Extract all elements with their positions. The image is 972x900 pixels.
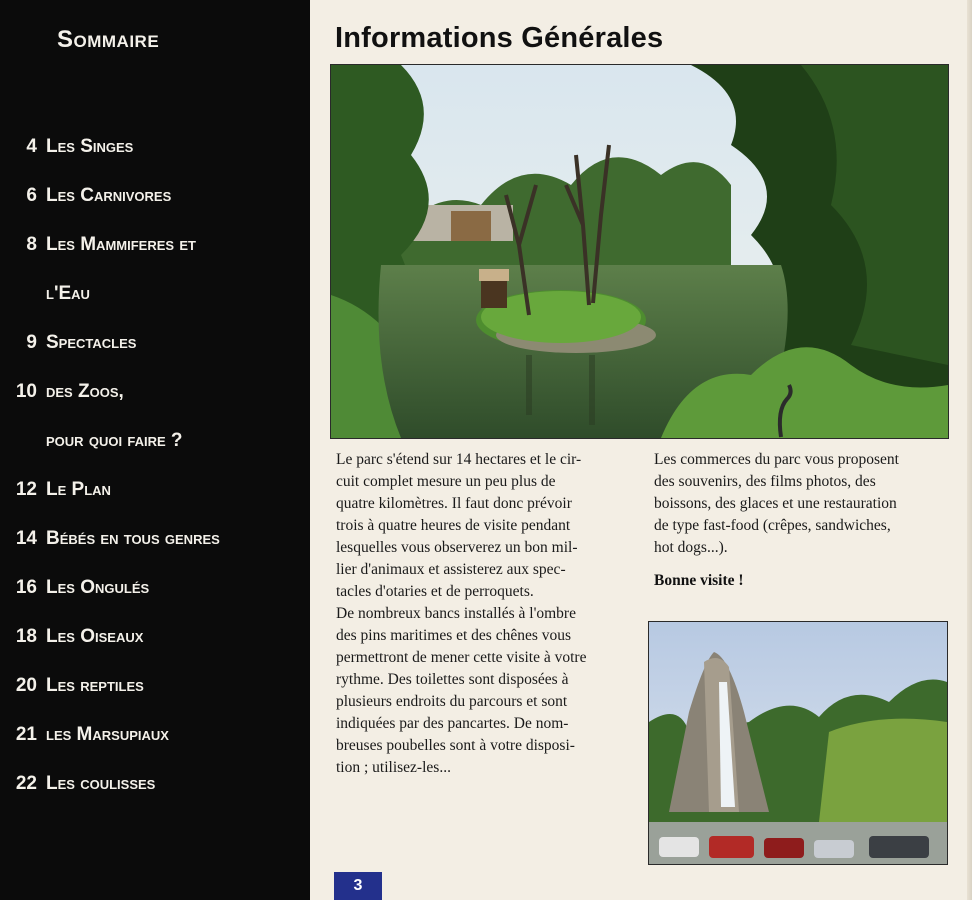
contents-item[interactable] — [0, 661, 310, 710]
contents-page-number: 20 — [15, 674, 37, 696]
contents-item[interactable] — [0, 563, 310, 612]
sign-off: Bonne visite ! — [654, 572, 744, 589]
contents-page-number: 8 — [26, 233, 37, 255]
contents-item-label: Les reptiles — [46, 674, 144, 696]
page-number-badge: 3 — [334, 872, 382, 900]
contents-item-label: Les Ongulés — [46, 576, 150, 598]
contents-page-number: 14 — [15, 527, 37, 549]
page-title: Informations Générales — [335, 22, 664, 54]
page-edge-shadow — [967, 0, 972, 900]
contents-item-label: Bébés en tous genres — [46, 527, 220, 549]
contents-title: Sommaire — [57, 26, 160, 53]
contents-item-label: Les Oiseaux — [46, 625, 144, 647]
contents-list — [0, 122, 310, 808]
contents-item[interactable] — [0, 465, 310, 514]
contents-item[interactable] — [0, 759, 310, 808]
contents-page-number: 10 — [15, 380, 37, 402]
contents-page-number: 4 — [26, 135, 37, 157]
contents-item-label: Les Mammiferes et — [46, 233, 196, 255]
contents-page-number: 21 — [15, 723, 37, 745]
table-of-contents-panel — [0, 0, 310, 900]
contents-item[interactable] — [0, 171, 310, 220]
waterfall-rock-photo — [648, 621, 948, 865]
contents-page-number: 22 — [15, 772, 37, 794]
contents-item[interactable] — [0, 367, 310, 416]
contents-item-label: l'Eau — [46, 282, 90, 304]
contents-item-label: Les Carnivores — [46, 184, 172, 206]
contents-page-number: 6 — [26, 184, 37, 206]
contents-item-label: pour quoi faire ? — [46, 429, 183, 451]
paragraph-park-size: Le parc s'étend sur 14 hectares et le cir- cuit complet mesure un peu plus de quatre kilomètres. Il faut donc prévoir trois à quatre heures de visite pendant lesquelles vous observerez un bon mil- lier d'animaux et assisterez aux spec- tacles d'otaries et de perroquets. — [336, 451, 582, 600]
contents-item-label: les Marsupiaux — [46, 723, 169, 745]
contents-item-label: Les Singes — [46, 135, 134, 157]
contents-item[interactable] — [0, 122, 310, 171]
contents-page-number: 9 — [26, 331, 37, 353]
contents-page-number: 16 — [15, 576, 37, 598]
contents-item[interactable] — [0, 220, 310, 269]
contents-item[interactable] — [0, 612, 310, 661]
contents-item-continuation[interactable] — [0, 269, 310, 318]
contents-item[interactable] — [0, 710, 310, 759]
contents-page-number: 18 — [15, 625, 37, 647]
contents-item-label: Les coulisses — [46, 772, 156, 794]
contents-item-label: Le Plan — [46, 478, 111, 500]
paragraph-benches: De nombreux bancs installés à l'ombre des pins maritimes et des chênes vous permettront de mener cette visite à votre rythme. Des toilettes sont disposées à plusieurs endroits du parcours et sont indiquées par des pancartes. De nom- breuses poubelles sont à votre disposi- tion ; utilisez-les... — [336, 605, 587, 776]
pond-island-photo — [330, 64, 949, 439]
contents-item-continuation[interactable] — [0, 416, 310, 465]
text-column-left — [336, 449, 630, 779]
contents-item-label: Spectacles — [46, 331, 137, 353]
contents-page-number: 12 — [15, 478, 37, 500]
contents-item[interactable] — [0, 318, 310, 367]
contents-item[interactable] — [0, 514, 310, 563]
contents-item-label: des Zoos, — [46, 380, 124, 402]
paragraph-shops: Les commerces du parc vous proposent des souvenirs, des films photos, des boissons, des glaces et une restauration de type fast-food (crêpes, sandwiches, hot dogs...). — [654, 451, 899, 556]
